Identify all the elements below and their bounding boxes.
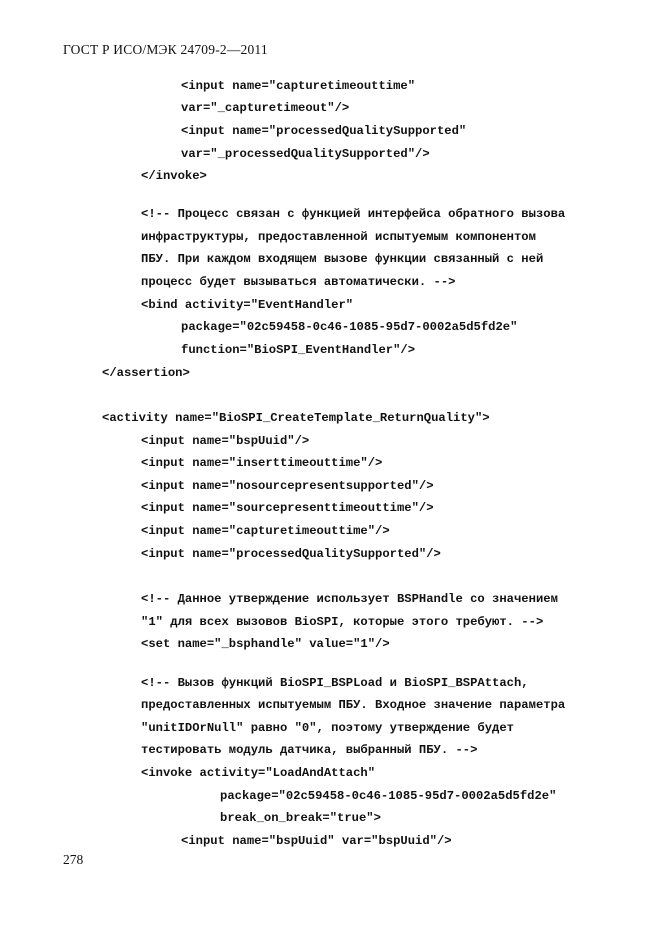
code-line: <input name="nosourcepresentsupported"/> [141, 479, 434, 493]
code-line: <input name="bspUuid"/> [141, 434, 310, 448]
code-line: <input name="capturetimeouttime" [181, 79, 416, 93]
code-comment-line: процесс будет вызываться автоматически. --> [141, 275, 456, 289]
code-line: </assertion> [102, 366, 190, 380]
code-line: </invoke> [141, 169, 207, 183]
code-line: <input name="processedQualitySupported" [181, 124, 467, 138]
page-number: 278 [63, 852, 84, 867]
code-line: <input name="processedQualitySupported"/> [141, 547, 441, 561]
code-comment-line: "unitIDOrNull" равно "0", поэтому утверждение будет [141, 721, 514, 735]
code-line: <input name="inserttimeouttime"/> [141, 456, 383, 470]
code-line: <input name="bspUuid" var="bspUuid"/> [181, 834, 452, 848]
code-comment-line: <!-- Процесс связан с функцией интерфейса обратного вызова [141, 207, 566, 221]
code-line: function="BioSPI_EventHandler"/> [181, 343, 416, 357]
code-line: package="02c59458-0c46-1085-95d7-0002a5d5fd2e" [220, 789, 557, 803]
code-comment-line: "1" для всех вызовов BioSPI, которые этого требуют. --> [141, 615, 544, 629]
code-comment-line: ПБУ. При каждом входящем вызове функции связанный с ней [141, 252, 544, 266]
document-header: ГОСТ Р ИСО/МЭК 24709-2—2011 [63, 42, 268, 57]
code-comment-line: предоставленных испытуемым ПБУ. Входное значение параметра [141, 698, 566, 712]
code-line: break_on_break="true"> [220, 811, 381, 825]
code-line: var="_processedQualitySupported"/> [181, 147, 430, 161]
code-line: <activity name="BioSPI_CreateTemplate_ReturnQuality"> [102, 411, 490, 425]
code-line: var="_capturetimeout"/> [181, 101, 350, 115]
code-line: <invoke activity="LoadAndAttach" [141, 766, 376, 780]
code-line: <input name="capturetimeouttime"/> [141, 524, 390, 538]
code-comment-line: тестировать модуль датчика, выбранный ПБУ. --> [141, 743, 478, 757]
code-line: <bind activity="EventHandler" [141, 298, 354, 312]
code-comment-line: <!-- Вызов функций BioSPI_BSPLoad и BioSPI_BSPAttach, [141, 676, 529, 690]
code-line: <input name="sourcepresenttimeouttime"/> [141, 501, 434, 515]
code-line: <set name="_bsphandle" value="1"/> [141, 637, 390, 651]
code-line: package="02c59458-0c46-1085-95d7-0002a5d5fd2e" [181, 320, 518, 334]
code-comment-line: <!-- Данное утверждение использует BSPHandle со значением [141, 592, 558, 606]
code-comment-line: инфраструктуры, предоставленной испытуемым компонентом [141, 230, 536, 244]
